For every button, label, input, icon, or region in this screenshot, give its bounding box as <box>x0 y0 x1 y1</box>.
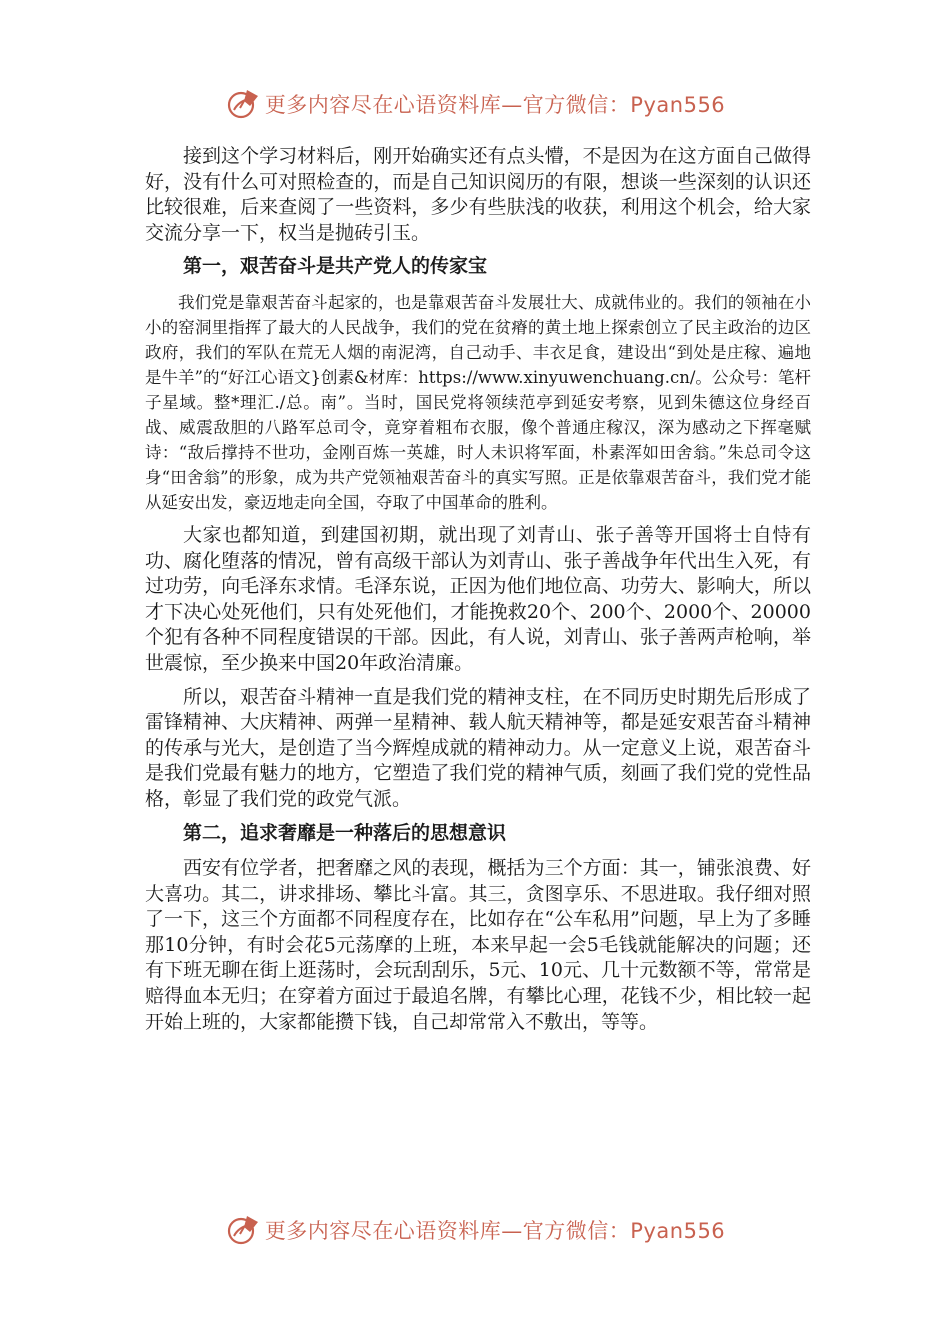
paragraph-2: 大家也都知道，到建国初期，就出现了刘青山、张子善等开国将士自恃有功、腐化堕落的情况，曾有高级干部认为刘青山、张子善战争年代出生入死，有过功劳，向毛泽东求情。毛泽东说，正因为他们地位高、功劳大、影响大，所以才下决心处死他们，只有处死他们，才能挽救20个、200个、2000个、20000个犯有各种不同程度错误的干部。因此，有人说，刘青山、张子善两声枪响，举世震惊，至少换来中国20年政治清廉。 <box>145 523 811 674</box>
header-banner-text: 更多内容尽在心语资料库—官方微信：Pyan556 <box>264 93 726 117</box>
paragraph-1: 我们党是靠艰苦奋斗起家的，也是靠艰苦奋斗发展壮大、成就伟业的。我们的领袖在小小的窑洞里指挥了最大的人民战争，我们的党在贫瘠的黄土地上探索创立了民主政治的边区政府，我们的军队在荒无人烟的南泥湾，自己动手、丰衣足食，建设出“到处是庄稼、遍地是牛羊”的“好江心语文}创素&材库：https://www.xinyuwenchuang.cn/。公众号：笔杆子星域。整*理汇./总。南”。当时，国民党将领续范亭到延安考察，见到朱德这位身经百战、威震敌胆的八路军总司令，竟穿着粗布衣服，像个普通庄稼汉，深为感动之下挥毫赋诗：“敌后撑持不世功，金刚百炼一英雄，时人未识将军面，朴素浑如田舍翁。”朱总司令这身“田舍翁”的形象，成为共产党领袖艰苦奋斗的真实写照。正是依靠艰苦奋斗，我们党才能从延安出发，豪迈地走向全国，夺取了中国革命的胜利。 <box>145 292 811 512</box>
paragraph-3: 所以，艰苦奋斗精神一直是我们党的精神支柱，在不同历史时期先后形成了雷锋精神、大庆精神、两弹一星精神、载人航天精神等，都是延安艰苦奋斗精神的传承与光大，是创造了当今辉煌成就的精神动力。从一定意义上说，艰苦奋斗是我们党最有魅力的地方，它塑造了我们党的精神气质，刻画了我们党的党性品格，彰显了我们党的政党气派。 <box>145 685 811 810</box>
pen-logo-icon <box>225 86 261 122</box>
footer-banner <box>0 1210 950 1250</box>
pen-logo-icon <box>225 1212 261 1248</box>
document-body <box>145 144 811 1043</box>
intro-paragraph: 接到这个学习材料后，刚开始确实还有点头懵，不是因为在这方面自己做得好，没有什么可对照检查的，而是自己知识阅历的有限，想谈一些深刻的认识还比较很难，后来查阅了一些资料，多少有些肤浅的收获，利用这个机会，给大家交流分享一下，权当是抛砖引玉。 <box>145 145 811 244</box>
paragraph-4: 西安有位学者，把奢靡之风的表现，概括为三个方面：其一，铺张浪费、好大喜功。其二，讲求排场、攀比斗富。其三，贪图享乐、不思进取。我仔细对照了一下，这三个方面都不同程度存在，比如存在“公车私用”问题，早上为了多睡那10分钟，有时会花5元荡摩的上班，本来早起一会5毛钱就能解决的问题；还有下班无聊在街上逛荡时，会玩刮刮乐，5元、10元、几十元数额不等，常常是赔得血本无归；在穿着方面过于最追名牌，有攀比心理，花钱不少，相比较一起开始上班的，大家都能攒下钱，自己却常常入不敷出，等等。 <box>145 857 811 1033</box>
section-heading-2: 第二，追求奢靡是一种落后的思想意识 <box>183 821 507 844</box>
section-heading-1: 第一，艰苦奋斗是共产党人的传家宝 <box>183 255 488 278</box>
footer-banner-text: 更多内容尽在心语资料库—官方微信：Pyan556 <box>264 1219 726 1243</box>
header-banner <box>0 84 950 124</box>
